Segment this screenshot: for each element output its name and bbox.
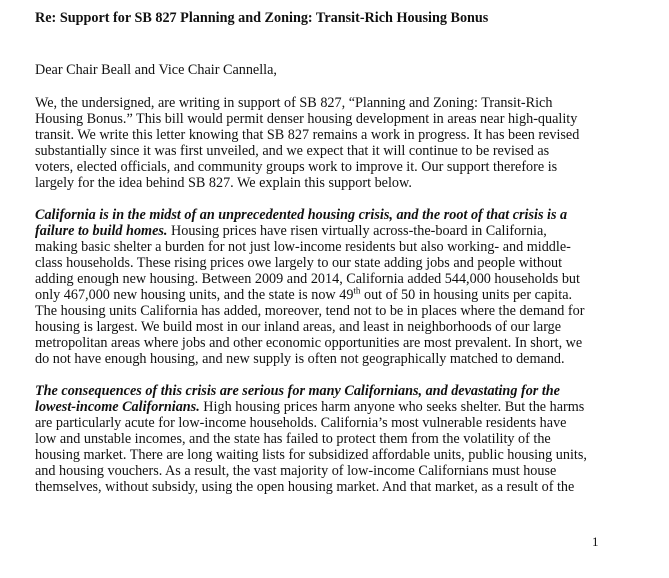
paragraph-3-line: and housing vouchers. As a result, the vast majority of low-income Californians must house — [35, 463, 557, 479]
paragraph-3-line — [35, 399, 584, 415]
paragraph-2-line — [35, 223, 547, 239]
paragraph-2-line: do not have enough housing, and new supply is often not geographically matched to demand. — [35, 351, 565, 367]
subject-line: Re: Support for SB 827 Planning and Zoning: Transit-Rich Housing Bonus — [35, 10, 489, 26]
ordinal-suffix: th — [353, 285, 361, 296]
paragraph-2-line: class households. These rising prices owe largely to our state adding jobs and people without — [35, 255, 563, 271]
paragraph-3-line: housing market. There are long waiting lists for subsidized affordable units, public housing units, — [35, 447, 587, 463]
paragraph-1-line: Housing Bonus.” This bill would permit denser housing development in areas near high-quality — [35, 111, 578, 127]
paragraph-2-line: The housing units California has added, moreover, tend not to be in places where the demand for — [35, 303, 585, 319]
paragraph-2-heading: California is in the midst of an unprecedented housing crisis, and the root of that crisis is a — [35, 207, 568, 223]
paragraph-1-line: substantially since it was first unveiled, and we expect that it will continue to be revised as — [35, 143, 550, 159]
paragraph-3-line: are particularly acute for low-income households. California’s most vulnerable residents have — [35, 415, 567, 431]
paragraph-2-text: only 467,000 new housing units, and the state is now 49 — [35, 287, 354, 303]
paragraph-2-text: out of 50 in housing units per capita. — [360, 287, 573, 303]
paragraph-3-heading-end: lowest-income Californians. — [35, 399, 200, 415]
paragraph-2-heading-end: failure to build homes. — [35, 223, 168, 239]
paragraph-2-line: housing is largest. We build most in our inland areas, and least in neighborhoods of our large — [35, 319, 562, 335]
paragraph-3-text: High housing prices harm anyone who seeks shelter. But the harms — [199, 399, 585, 415]
paragraph-1-line: voters, elected officials, and community groups work to improve it. Our support therefore is — [35, 159, 558, 175]
paragraph-2-text: Housing prices have risen virtually across-the-board in California, — [167, 223, 547, 239]
paragraph-1-line: transit. We write this letter knowing that SB 827 remains a work in progress. It has been revised — [35, 127, 580, 143]
page-number: 1 — [592, 534, 599, 549]
paragraph-2-line: adding enough new housing. Between 2009 and 2014, California added 544,000 households but — [35, 271, 580, 287]
paragraph-2-line — [35, 287, 572, 303]
paragraph-1-line: largely for the idea behind SB 827. We explain this support below. — [35, 175, 412, 191]
paragraph-2-line: metropolitan areas where jobs and other economic opportunities are most prevalent. In short, we — [35, 335, 583, 351]
paragraph-1-line: We, the undersigned, are writing in support of SB 827, “Planning and Zoning: Transit-Rich — [35, 95, 553, 111]
paragraph-3-line: low and unstable incomes, and the state has failed to protect them from the volatility of the — [35, 431, 551, 447]
paragraph-3-line: themselves, without subsidy, using the open housing market. And that market, as a result of the — [35, 479, 575, 495]
paragraph-2-line: making basic shelter a burden for not just low-income residents but also working- and middle- — [35, 239, 571, 255]
paragraph-3-heading: The consequences of this crisis are serious for many Californians, and devastating for the — [35, 383, 560, 399]
salutation: Dear Chair Beall and Vice Chair Cannella, — [35, 62, 277, 78]
